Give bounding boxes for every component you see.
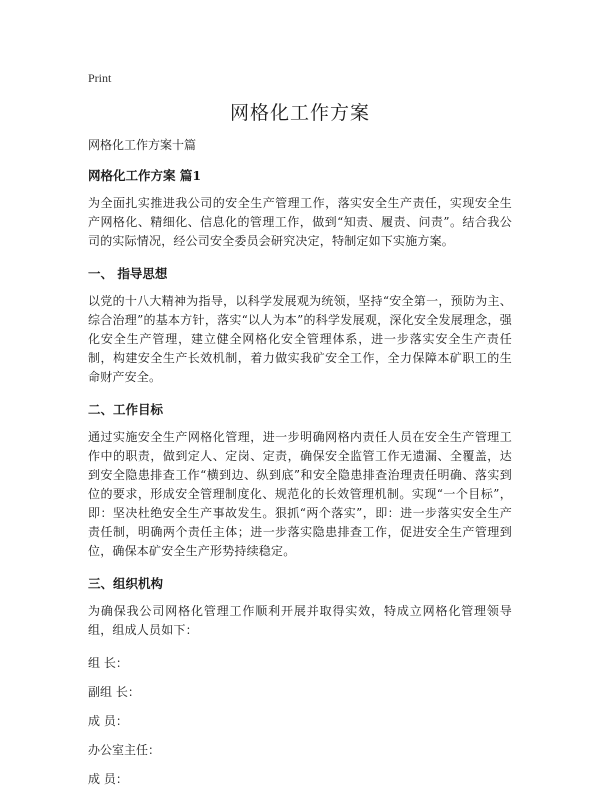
article-heading: 网格化工作方案 篇1 xyxy=(88,168,202,183)
role-item-leader: 组 长： xyxy=(88,656,128,670)
role-list xyxy=(88,654,512,788)
page-title: 网格化工作方案 xyxy=(229,102,370,124)
document-subtitle: 网格化工作方案十篇 xyxy=(88,138,197,152)
role-item-member: 成 员： xyxy=(88,714,128,728)
section-heading-organization: 三、组织机构 xyxy=(88,576,164,591)
section-heading-guiding-ideology: 一、 指导思想 xyxy=(88,266,168,281)
document-body xyxy=(88,136,512,799)
print-link[interactable]: Print xyxy=(88,71,112,85)
intro-paragraph: 为全面扎实推进我公司的安全生产管理工作，落实安全生产责任，实现安全生产网格化、精细化、信息化的管理工作，做到“知责、履责、问责”。结合我公司的实际情况，经公司安全委员会研究决定，特制定如下实施方案。 xyxy=(88,196,512,248)
section-body-guiding-ideology: 以党的十八大精神为指导，以科学发展观为统领，坚持“安全第一，预防为主、综合治理”的基本方针，落实“以人为本”的科学发展观，深化安全发展理念，强化安全生产管理，建立健全网格化安全管理体系，进一步落实安全生产责任制，构建安全生产长效机制，着力做实我矿安全工作，全力保障本矿职工的生命财产安全。 xyxy=(88,294,512,384)
role-item-member-2: 成 员： xyxy=(88,772,128,786)
role-item-deputy-leader: 副组 长： xyxy=(88,685,140,699)
section-body-work-goals: 通过实施安全生产网格化管理，进一步明确网格内责任人员在安全生产管理工作中的职责，做到定人、定岗、定责，确保安全监管工作无遗漏、全覆盖，达到安全隐患排查工作“横到边、纵到底”和安全隐患排查治理责任明确、落实到位的要求，形成安全管理制度化、规范化的长效管理机制。实现“一个目标”，即：坚决杜绝安全生产事故发生。狠抓“两个落实”，即：进一步落实安全生产责任制，明确两个责任主体；进一步落实隐患排查工作，促进安全生产管理到位，确保本矿安全生产形势持续稳定。 xyxy=(88,430,512,558)
section-body-organization: 为确保我公司网格化管理工作顺利开展并取得实效，特成立网格化管理领导组，组成人员如下： xyxy=(88,604,512,637)
section-heading-work-goals: 二、工作目标 xyxy=(88,402,164,417)
role-item-office-director: 办公室主任： xyxy=(88,743,161,757)
